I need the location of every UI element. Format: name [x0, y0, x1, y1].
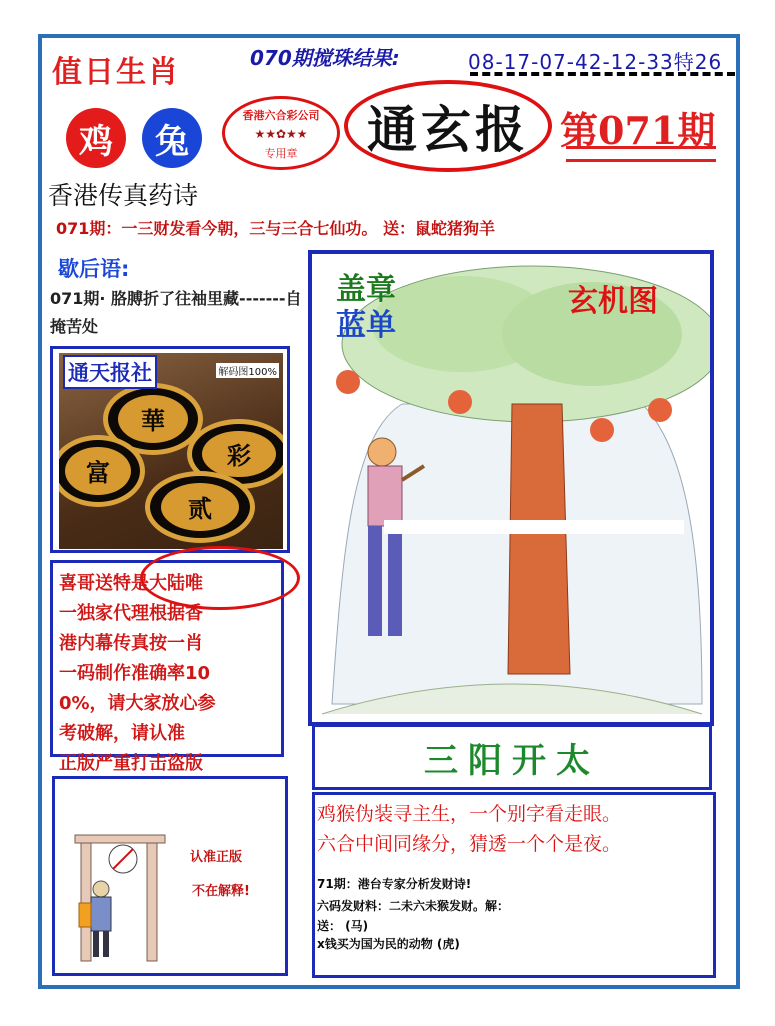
masthead-title: [344, 80, 552, 172]
promo-line: 考破解，请认准: [59, 723, 185, 744]
chip-label: 華: [141, 407, 165, 436]
zodiac-badge-rooster: [66, 108, 126, 168]
seal-line-1: 盖章: [336, 272, 396, 307]
fax-poem: 071期：一三财发看今朝，三与三合七仙功。 送：鼠蛇猪狗羊: [56, 219, 495, 238]
chip-label: 贰: [188, 495, 212, 524]
promo-line: 0%，请大家放心参: [59, 693, 216, 714]
issue-number: 第071期: [560, 108, 716, 153]
mystery-picture-title: 玄机图: [568, 284, 658, 319]
riddle-line-4: 六码发财料：二未六未猴发财。解：: [317, 899, 510, 913]
mahjong-photo-box: [50, 346, 290, 553]
promo-line: 正版严重打击盗版: [59, 753, 203, 774]
company-seal: [222, 96, 340, 170]
riddle-line-1: 鸡猴伪装寻主生，一个别字看走眼。: [317, 803, 622, 825]
notice-line-2: 不在解释!: [192, 884, 250, 899]
riddle-box: [312, 792, 716, 978]
issue-underline: [566, 146, 716, 162]
photo-tag: 通天报社: [63, 355, 157, 389]
duty-zodiac-title: 值日生肖: [52, 55, 180, 90]
seal-text: 香港六合彩公司: [242, 109, 320, 122]
notice-box: [52, 776, 288, 976]
riddle-line-5: 送： (马): [317, 919, 369, 933]
promo-line: 一码制作准确率10: [59, 663, 211, 684]
zodiac-label: 鸡: [79, 121, 113, 162]
promo-line: 喜哥送特是大陆唯: [59, 573, 203, 594]
photo-badge: 解码图100%: [216, 363, 279, 378]
phrase-box: [312, 724, 712, 790]
riddle-line-2: 六合中间同缘分，猜透一个个是夜。: [317, 833, 622, 855]
proverb-heading: 歇后语:: [58, 257, 130, 281]
chip-label: 彩: [227, 442, 251, 471]
dashed-divider: [470, 72, 735, 76]
mahjong-photo: [59, 353, 283, 549]
fax-heading: 香港传真药诗: [48, 181, 199, 210]
riddle-line-6: x钱买为国为民的动物 (虎): [317, 937, 460, 951]
phrase-text: 三阳开太: [424, 740, 600, 781]
vendor-illustration: [55, 779, 285, 973]
notice-line-1: 认准正版: [190, 850, 243, 865]
promo-line: 港内幕传真按一肖: [59, 633, 203, 654]
zodiac-badge-rabbit: [142, 108, 202, 168]
chip-er: [145, 471, 255, 543]
seal-bluesheet-label: [336, 272, 396, 344]
zodiac-label: 兔: [155, 121, 189, 162]
newspaper-name: 通玄报: [367, 100, 529, 159]
riddle-line-3: 71期：港台专家分析发财诗!: [317, 877, 472, 891]
red-stamp: [140, 546, 300, 610]
chip-label: 富: [85, 459, 110, 488]
draw-result-label: 070期搅珠结果:: [250, 46, 400, 70]
seal-caption: 专用章: [264, 147, 298, 160]
star-icon: ★★✿★★: [254, 127, 308, 141]
seal-line-2: 蓝单: [336, 308, 396, 343]
promo-line: 一独家代理根据香: [59, 603, 203, 624]
proverb-text: 071期· 胳膊折了往袖里藏-------自掩苦处: [50, 289, 302, 336]
draw-result-numbers: 08-17-07-42-12-33特26: [468, 50, 723, 74]
